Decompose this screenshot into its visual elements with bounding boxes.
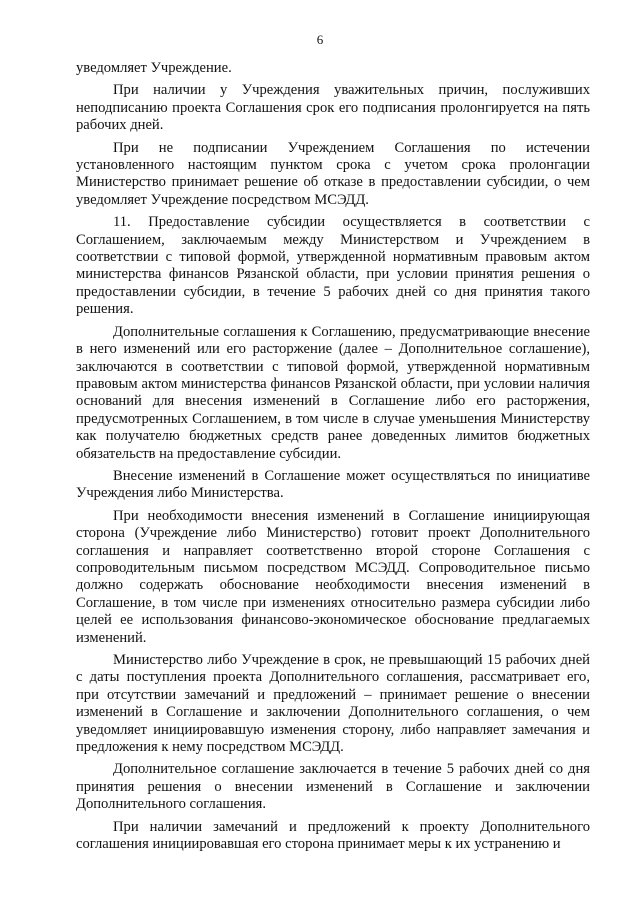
paragraph-continuation: уведомляет Учреждение. xyxy=(76,60,232,76)
page-number: 6 xyxy=(316,32,324,47)
paragraph-clause-11: 11. Предоставление субсидии осуществляется в соответствии с Соглашением, заключаемым между Министерством и Учреждением в соответствии с типовой формой, утвержденной нормативным правовым актом министерства финансов Рязанской области, при условии принятия решения о предоставлении субсидии, в течение 5 рабочих дней со дня принятия такого решения. xyxy=(76,214,590,318)
paragraph-refusal: При не подписании Учреждением Соглашения по истечении установленного настоящим пунктом срока с учетом срока пролонгации Министерство принимает решение об отказе в предоставлении субсидии, о чем уведомляет Учреждение посредством МСЭДД. xyxy=(76,139,590,208)
paragraph-review-period: Министерство либо Учреждение в срок, не превышающий 15 рабочих дней с даты поступления проекта Дополнительного соглашения, рассматривает его, при отсутствии замечаний и предложений – принимает решение о внесении изменений в Соглашение и заключении Дополнительного соглашения, о чем уведомляет инициировавшую изменения сторону, либо направляет замечания и предложения к нему посредством МСЭДД. xyxy=(76,652,590,756)
paragraph-draft-preparation: При необходимости внесения изменений в Соглашение инициирующая сторона (Учреждение либо Министерство) готовит проект Дополнительного соглашения и направляет соответственно второй стороне Соглашения с сопроводительным письмом посредством МСЭДД. Сопроводительное письмо должно содержать обоснование необходимости внесения изменений в Соглашение, в том числе при изменениях относительно размера субсидии либо целей ее использования финансово-экономическое обоснование предлагаемых изменений. xyxy=(76,507,590,646)
paragraph-initiative: Внесение изменений в Соглашение может осуществляться по инициативе Учреждения либо Министерства. xyxy=(76,467,590,502)
paragraph-additional-agreements: Дополнительные соглашения к Соглашению, предусматривающие внесение в него изменений или его расторжение (далее – Дополнительное соглашение), заключаются в соответствии с типовой формой, утвержденной нормативным правовым актом министерства финансов Рязанской области, при условии наличия оснований для внесения изменений в Соглашение либо его расторжения, предусмотренных Соглашением, в том числе в случае уменьшения Министерству как получателю бюджетных средств ранее доведенных лимитов бюджетных обязательств на предоставление субсидии. xyxy=(76,323,590,462)
paragraph-prolongation: При наличии у Учреждения уважительных причин, послуживших неподписанию проекта Соглашения срок его подписания пролонгируется на пять рабочих дней. xyxy=(76,82,590,134)
document-body xyxy=(76,60,590,853)
paragraph-conclusion-term: Дополнительное соглашение заключается в течение 5 рабочих дней со дня принятия решения о внесении изменений в Соглашение и заключении Дополнительного соглашения. xyxy=(76,761,590,813)
paragraph-remarks: При наличии замечаний и предложений к проекту Дополнительного соглашения инициировавшая его сторона принимает меры к их устранению и xyxy=(76,818,590,853)
